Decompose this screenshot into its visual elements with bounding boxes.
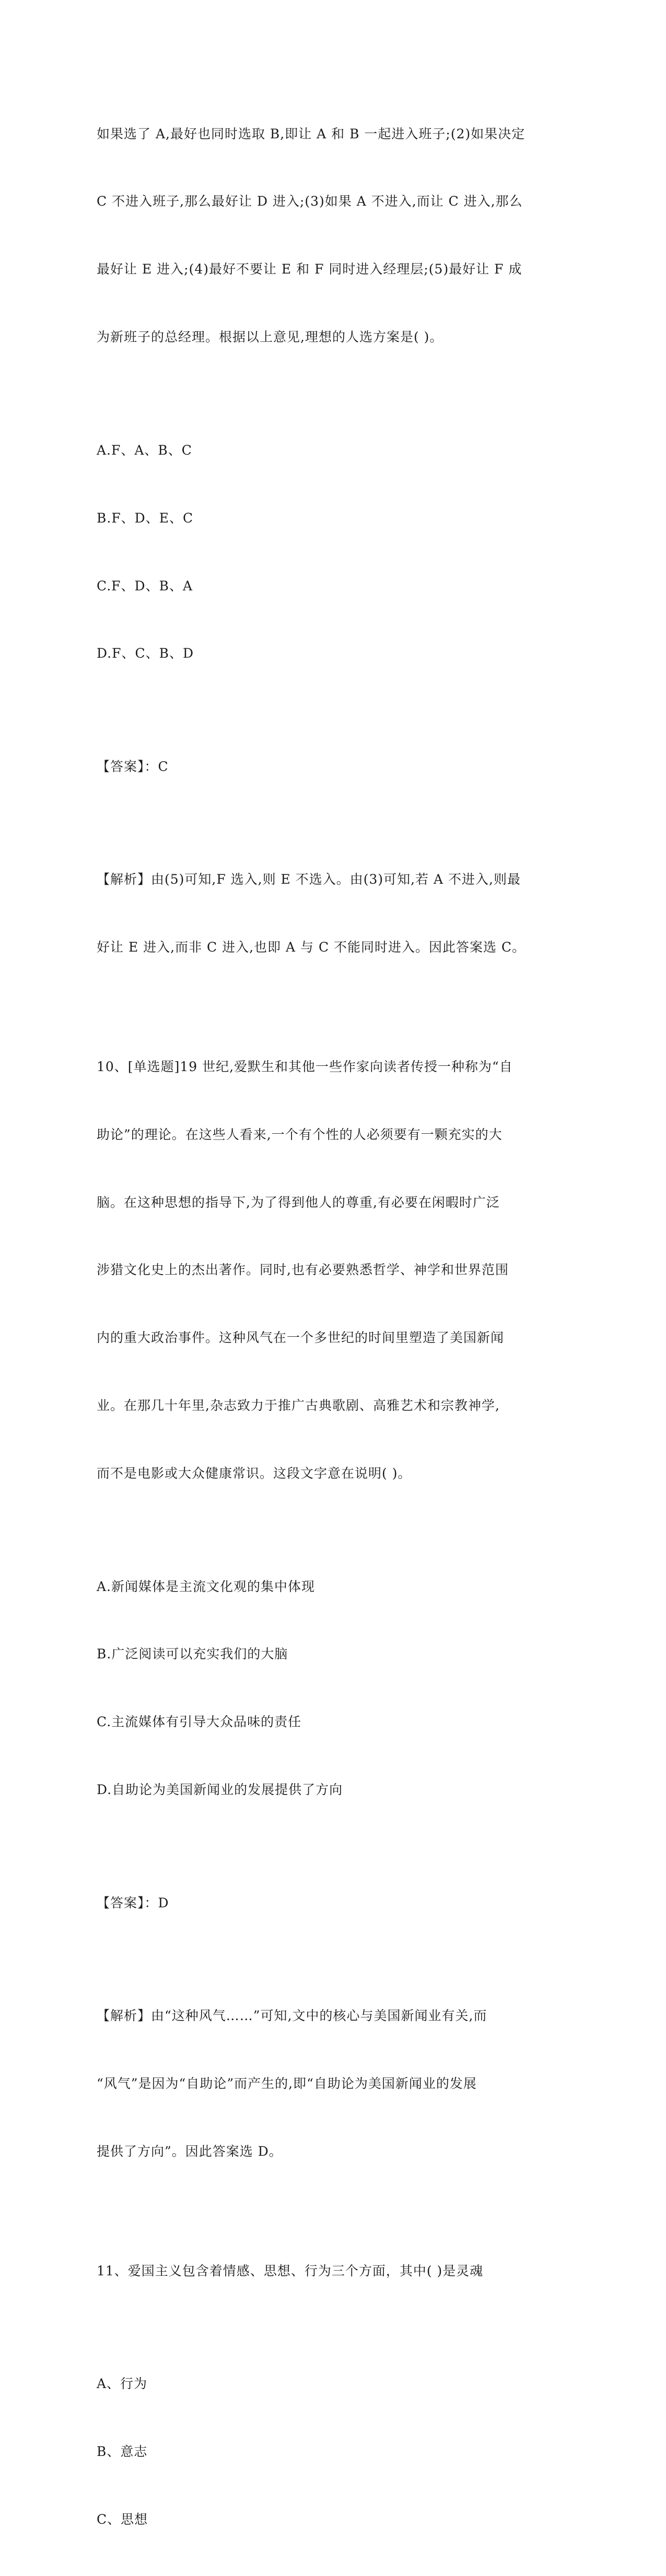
question-9-stem-line: 最好让 E 进入;(4)最好不要让 E 和 F 同时进入经理层;(5)最好让 F 成 [97, 262, 522, 277]
question-9-stem [97, 77, 569, 394]
question-10-stem-line: 脑。在这种思想的指导下,为了得到他人的尊重,有必要在闲暇时广泛 [97, 1194, 500, 1210]
question-10-option-a: A.新闻媒体是主流文化观的集中体现 [97, 1578, 316, 1594]
question-11-stem-line: 11、爱国主义包含着情感、思想、行为三个方面，其中( )是灵魂 [97, 2263, 484, 2278]
question-10-stem-line: 而不是电影或大众健康常识。这段文字意在说明( )。 [97, 1466, 412, 1481]
question-10-option-c: C.主流媒体有引导大众品味的责任 [97, 1714, 302, 1730]
question-10-stem-line: 10、[单选题]19 世纪,爱默生和其他一些作家向读者传授一种称为“自 [97, 1059, 513, 1074]
question-content [97, 77, 569, 2576]
question-9-analysis [97, 823, 569, 1004]
question-11-option-b: B、意志 [97, 2443, 148, 2459]
question-9-options [97, 394, 569, 710]
question-9-option-b: B.F、D、E、C [97, 510, 194, 526]
question-10-stem-line: 业。在那几十年里,杂志致力于推广古典歌剧、高雅艺术和宗教神学, [97, 1398, 500, 1414]
question-10-stem [97, 1010, 569, 1530]
question-9-analysis-line: 【解析】由(5)可知,F 选入,则 E 不选入。由(3)可知,若 A 不进入,则最 [97, 872, 521, 887]
spacer [97, 2208, 569, 2214]
question-10-analysis-line: 【解析】由“这种风气……”可知,文中的核心与美国新闻业有关,而 [97, 2008, 487, 2024]
question-10-stem-line: 助论”的理论。在这些人看来,一个有个性的人必须要有一颗充实的大 [97, 1126, 503, 1142]
spacer [97, 1004, 569, 1010]
question-9-answer-text: 【答案】：C [97, 758, 169, 774]
question-9-option-a: A.F、A、B、C [97, 442, 192, 458]
question-9-stem-line: C 不进入班子,那么最好让 D 进入;(3)如果 A 不进入,而让 C 进入,那么 [97, 194, 523, 209]
question-9-stem-line: 如果选了 A,最好也同时选取 B,即让 A 和 B 一起进入班子;(2)如果决定 [97, 126, 525, 141]
question-10-analysis-line: 提供了方向”。因此答案选 D。 [97, 2144, 283, 2159]
question-9-answer [97, 710, 569, 823]
question-10-options [97, 1530, 569, 1846]
question-11-options [97, 2327, 569, 2575]
question-10-option-d: D.自助论为美国新闻业的发展提供了方向 [97, 1782, 343, 1798]
question-10-analysis-line: “风气”是因为“自助论”而产生的,即“自助论为美国新闻业的发展 [97, 2076, 477, 2092]
question-10-answer-text: 【答案】：D [97, 1895, 169, 1910]
question-11-stem [97, 2214, 569, 2327]
question-9-stem-line: 为新班子的总经理。根据以上意见,理想的人选方案是( )。 [97, 329, 443, 345]
question-10-option-b: B.广泛阅读可以充实我们的大脑 [97, 1646, 288, 1662]
question-9-option-d: D.F、C、B、D [97, 646, 194, 661]
question-11-option-a: A、行为 [97, 2376, 148, 2391]
question-11-option-c: C、思想 [97, 2511, 148, 2527]
question-10-stem-line: 内的重大政治事件。这种风气在一个多世纪的时间里塑造了美国新闻 [97, 1330, 505, 1346]
question-10-answer [97, 1846, 569, 1959]
question-10-stem-line: 涉猎文化史上的杰出著作。同时,也有必要熟悉哲学、神学和世界范围 [97, 1262, 509, 1278]
question-10-analysis [97, 1960, 569, 2208]
question-9-analysis-line: 好让 E 进入,而非 C 进入,也即 A 与 C 不能同时进入。因此答案选 C。 [97, 940, 526, 955]
question-9-option-c: C.F、D、B、A [97, 578, 193, 593]
